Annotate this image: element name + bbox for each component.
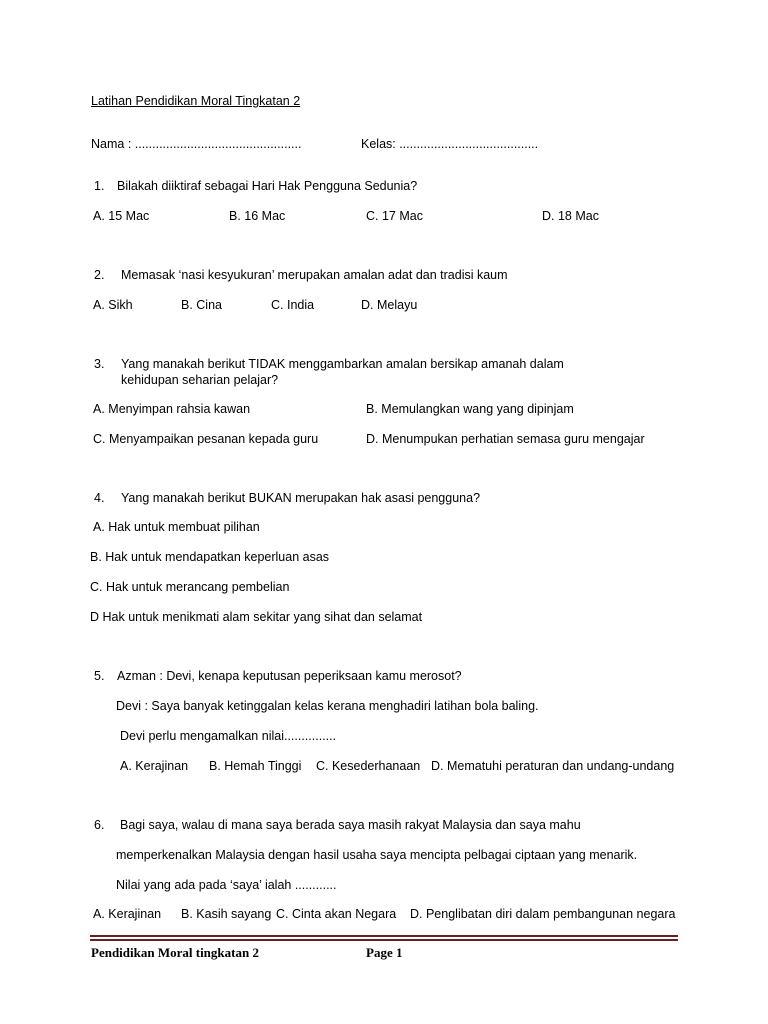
question-2-number: 2. [94,268,105,282]
class-field: Kelas: ........................................ [361,137,539,151]
question-6-option-a: A. Kerajinan [93,907,162,921]
page-number: Page 1 [366,945,403,960]
question-3-text-line-2: kehidupan seharian pelajar? [121,373,279,387]
worksheet-title: Latihan Pendidikan Moral Tingkatan 2 [91,94,301,108]
question-6-text-line-2: memperkenalkan Malaysia dengan hasil usaha saya mencipta pelbagai ciptaan yang menarik. [116,848,638,862]
question-2-option-d: D. Melayu [361,298,418,312]
question-5-text-line-1: Azman : Devi, kenapa keputusan peperiksaan kamu merosot? [117,669,462,683]
question-6-option-d: D. Penglibatan diri dalam pembangunan negara [410,907,676,921]
question-6-number: 6. [94,818,105,832]
question-1-option-a: A. 15 Mac [93,209,150,223]
footer-rule-bottom [90,939,678,941]
question-5-number: 5. [94,669,105,683]
question-1-option-c: C. 17 Mac [366,209,423,223]
question-3-text-line-1: Yang manakah berikut TIDAK menggambarkan amalan bersikap amanah dalam [121,357,564,371]
question-5-text-line-3: Devi perlu mengamalkan nilai............... [120,729,337,743]
question-1-option-b: B. 16 Mac [229,209,286,223]
question-1-option-d: D. 18 Mac [542,209,599,223]
question-4-option-d: D Hak untuk menikmati alam sekitar yang sihat dan selamat [90,610,423,624]
question-4-option-a: A. Hak untuk membuat pilihan [93,520,260,534]
question-4-text: Yang manakah berikut BUKAN merupakan hak asasi pengguna? [121,491,481,505]
question-3-option-d: D. Menumpukan perhatian semasa guru mengajar [366,432,645,446]
footer-rule-top [90,935,678,937]
question-6-text-line-1: Bagi saya, walau di mana saya berada saya masih rakyat Malaysia dan saya mahu [120,818,581,832]
question-6-option-b: B. Kasih sayang [181,907,272,921]
question-5-text-line-2: Devi : Saya banyak ketinggalan kelas kerana menghadiri latihan bola baling. [116,699,539,713]
question-2-option-c: C. India [271,298,315,312]
question-4-option-c: C. Hak untuk merancang pembelian [90,580,290,594]
name-field: Nama : ................................................ [91,137,302,151]
question-5-option-d: D. Mematuhi peraturan dan undang-undang [431,759,675,773]
question-2-option-a: A. Sikh [93,298,133,312]
question-3-option-c: C. Menyampaikan pesanan kepada guru [93,432,319,446]
question-4-option-b: B. Hak untuk mendapatkan keperluan asas [90,550,330,564]
footer-title: Pendidikan Moral tingkatan 2 [91,945,259,960]
question-5-option-b: B. Hemah Tinggi [209,759,302,773]
question-3-number: 3. [94,357,105,371]
question-1-number: 1. [94,179,105,193]
question-4-number: 4. [94,491,105,505]
question-5-option-a: A. Kerajinan [120,759,189,773]
question-6-option-c: C. Cinta akan Negara [276,907,397,921]
question-2-text: Memasak ‘nasi kesyukuran’ merupakan amalan adat dan tradisi kaum [121,268,508,282]
question-2-option-b: B. Cina [181,298,222,312]
question-6-text-line-3: Nilai yang ada pada ‘saya’ ialah ............ [116,878,337,892]
question-5-option-c: C. Kesederhanaan [316,759,421,773]
question-3-option-b: B. Memulangkan wang yang dipinjam [366,402,574,416]
question-1-text: Bilakah diiktiraf sebagai Hari Hak Pengguna Sedunia? [117,179,418,193]
question-3-option-a: A. Menyimpan rahsia kawan [93,402,251,416]
